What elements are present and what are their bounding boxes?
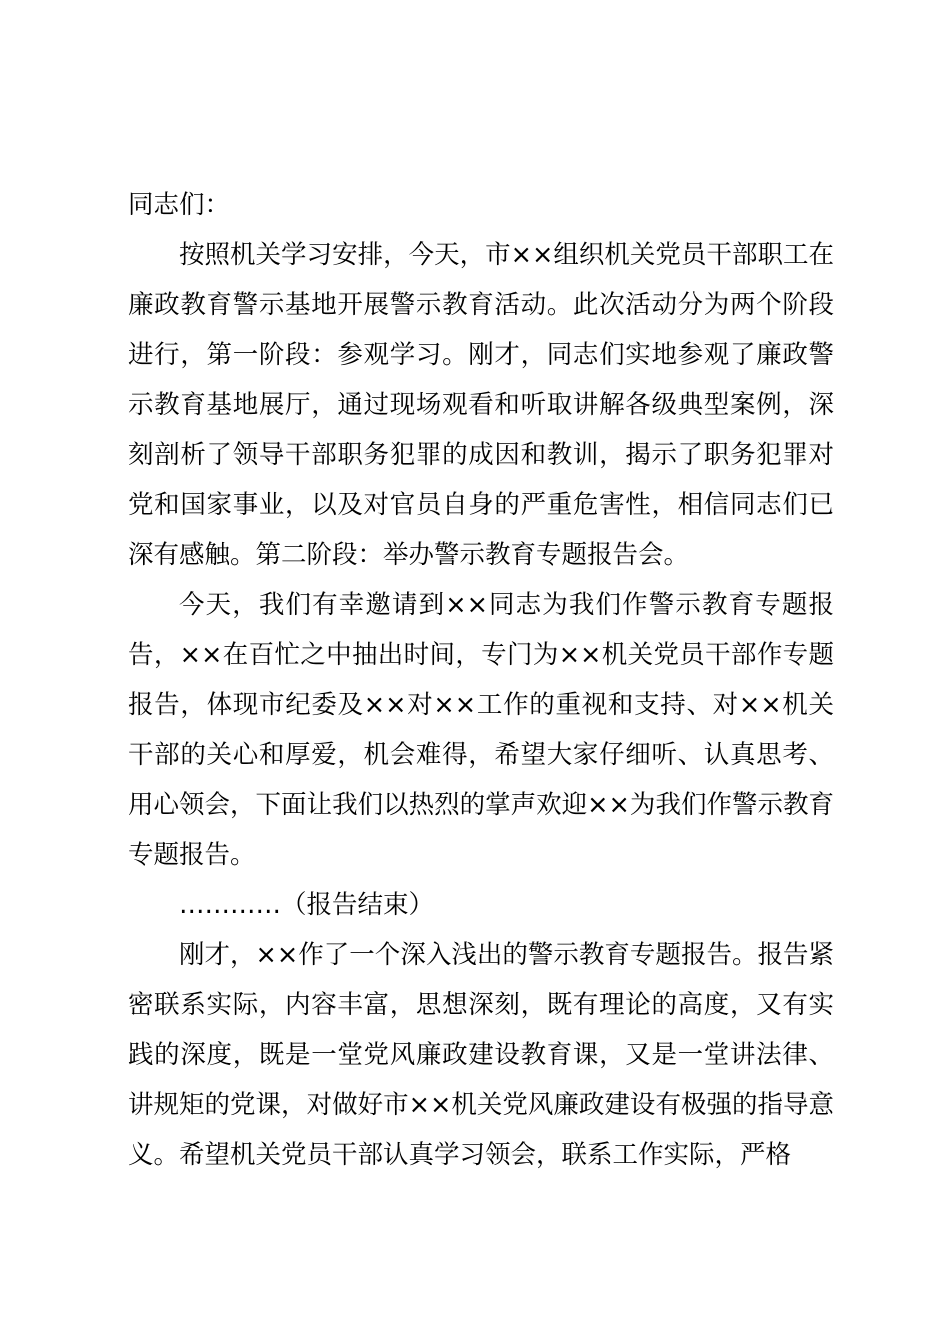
paragraph: 今天，我们有幸邀请到××同志为我们作警示教育专题报告，××在百忙之中抽出时间，专门为××机关党员干部作专题报告，体现市纪委及××对××工作的重视和支持、对××机关干部的关心和厚爱，机会难得，希望大家仔细听、认真思考、用心领会，下面让我们以热烈的掌声欢迎××为我们作警示教育专题报告。 — [128, 590, 834, 870]
salutation: 同志们： — [128, 190, 231, 220]
document-page — [128, 180, 834, 1180]
paragraph: 按照机关学习安排，今天，市××组织机关党员干部职工在廉政教育警示基地开展警示教育活动。此次活动分为两个阶段进行，第一阶段：参观学习。刚才，同志们实地参观了廉政警示教育基地展厅，通过现场观看和听取讲解各级典型案例，深刻剖析了领导干部职务犯罪的成因和教训，揭示了职务犯罪对党和国家事业，以及对官员自身的严重危害性，相信同志们已深有感触。第二阶段：举办警示教育专题报告会。 — [128, 240, 834, 570]
paragraph: …………（报告结束） — [179, 890, 435, 920]
paragraph: 刚才，××作了一个深入浅出的警示教育专题报告。报告紧密联系实际，内容丰富，思想深刻，既有理论的高度，又有实践的深度，既是一堂党风廉政建设教育课，又是一堂讲法律、讲规矩的党课，对做好市××机关党风廉政建设有极强的指导意义。希望机关党员干部认真学习领会，联系工作实际，严格 — [128, 940, 834, 1170]
